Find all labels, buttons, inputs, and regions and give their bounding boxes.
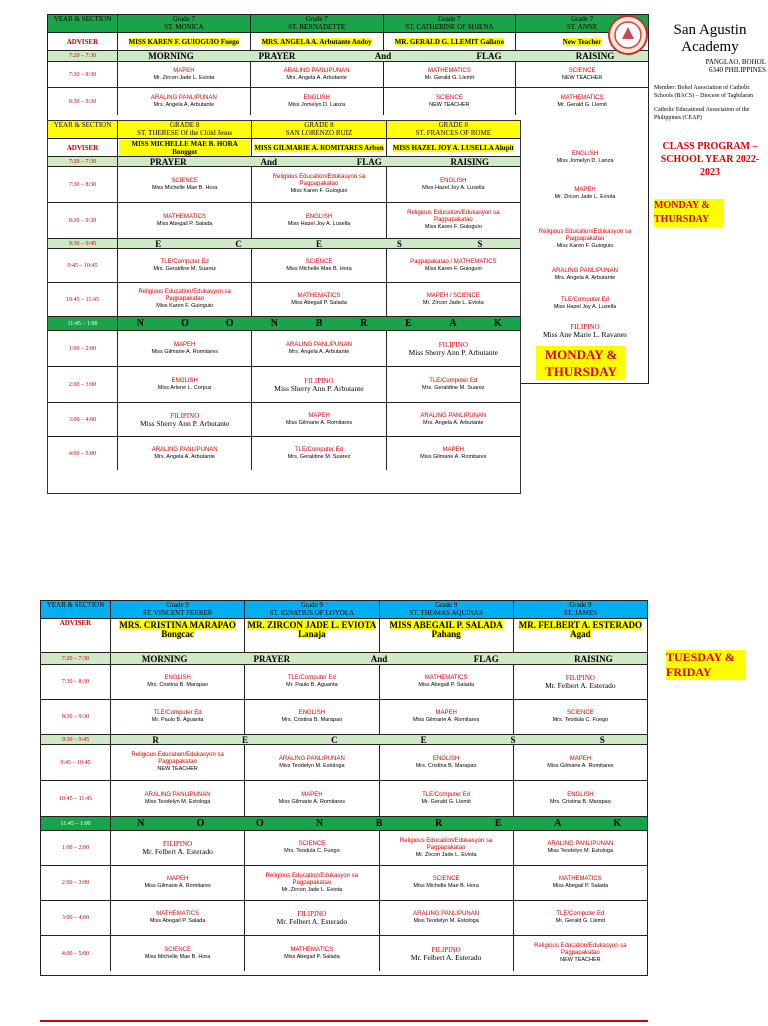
schedule-cell: ENGLISH Mrs. Cristina B. Marapao (549, 791, 611, 805)
school-info (654, 22, 766, 227)
table-row (48, 366, 520, 402)
schedule-cell: Religious Education/Edukasyon sa Pagpapakatao Mr. Zircon Jade L. Eviota (380, 831, 514, 865)
adviser-cell: MRS. ANGELA A. Arbutante Andoy (251, 33, 384, 50)
schedule-cell: MATHEMATICS Miss Abegail P. Salada (552, 876, 609, 889)
schedule-cell: ARALING PANLIPUNAN Miss Teodelyn M. Estologa (380, 901, 514, 935)
table-row (41, 830, 647, 865)
grade9-schedule-table (40, 600, 648, 976)
schedule-cell: MAPEH Miss Gilmarie A. Romitares (245, 781, 379, 816)
section-header: Grade 9 ST. VINCENT FERRER (111, 601, 245, 618)
schedule-cell: ENGLISH Miss Arlene L. Corpuz (118, 367, 252, 402)
table-row (48, 202, 520, 238)
time-cell: 2:00 – 3:00 (41, 866, 111, 900)
time-cell: 7:20 – 7:30 (41, 653, 111, 664)
time-cell: 8:30 – 9:30 (48, 88, 118, 115)
schedule-cell: ARALING PANLIPUNAN Miss Teodelyn M. Estologa (547, 841, 614, 854)
section-header: GRADE 8 ST. FRANCES OF ROME (415, 121, 491, 137)
adviser-row (48, 32, 648, 50)
schedule-cell: ARALING PANLIPUNAN Mrs. Angela A. Arbutante (552, 268, 618, 281)
grade9-header-row (41, 601, 647, 618)
time-cell: 9:45 – 10:45 (48, 249, 118, 282)
noon-break-row (48, 316, 520, 330)
schedule-cell: ARALING PANLIPUNAN Mrs. Angela A. Arbutante (118, 437, 252, 470)
table-row (48, 61, 648, 87)
grade8-schedule-table (47, 120, 521, 494)
adviser-cell: MISS HAZEL JOY A. LUSELLA Alupit (392, 143, 514, 152)
time-cell: 3:00 – 4:00 (48, 403, 118, 436)
membership-note-2: Catholic Educational Association of the Philippines (CEAP) (654, 107, 750, 121)
noon-break-band: N O O N B R E A K (137, 818, 622, 829)
membership-note: Member: Bohol Association of Catholic Schools (BACS) – Diocese of Tagbilaran (654, 85, 753, 99)
grade7-header-row (48, 15, 648, 32)
recess-band: R E C E S S (152, 734, 605, 745)
flag-raising-row (48, 50, 648, 61)
adviser-cell: MR. FELBERT A. ESTERADO Agad (518, 620, 643, 639)
schedule-days-label: MONDAY & THURSDAY (654, 199, 724, 227)
schedule-cell: MAPEH Mr. Zircon Jade L. Eviota (554, 187, 616, 200)
schedule-cell: ENGLISH Miss Jomelyn D. Lanza (251, 88, 384, 115)
time-cell: 9:30 – 9:45 (48, 239, 118, 248)
table-row (48, 402, 520, 436)
schedule-cell: Pagpapakatao / MATHEMATICS Miss Karen F. Guioguio (410, 258, 497, 272)
time-cell: 8:30 – 9:30 (41, 700, 111, 734)
schedule-cell: TLE/Computer Ed Mr. Paulo B. Aguanta (245, 665, 379, 699)
adviser-label: ADVISER (41, 619, 111, 652)
schedule-cell: TLE/Computer Ed Mrs. Geraldine M. Suarez (118, 249, 252, 282)
grade8-header-row (48, 121, 520, 138)
adviser-cell: MRS. CRISTINA MARAPAO Bongcac (111, 619, 245, 652)
school-seal-logo (608, 15, 648, 55)
school-name: San Agustin (673, 22, 747, 38)
schedule-cell: ENGLISH Mrs. Cristina B. Marapao (111, 665, 245, 699)
table-row (48, 248, 520, 282)
section-header: GRADE 8 ST. THERESE Of the Child Jesus (118, 121, 252, 138)
schedule-cell: ARALING PANLIPUNAN Miss Teodelyn M. Estologa (245, 745, 379, 780)
schedule-cell: SCIENCE NEW TEACHER (384, 88, 517, 115)
adviser-cell: MISS GILMARIE A. ROMITARES Arbon (252, 139, 386, 156)
schedule-cell: MAPEH / SCIENCE Mr. Zircon Jade L. Eviota (422, 292, 484, 306)
section-header: Grade 9 ST. THOMAS AQUINAS (380, 601, 514, 618)
schedule-cell: Religious Education/Edukasyon sa Pagpapakatao Miss Karen F. Guioguio (252, 167, 386, 202)
schedule-cell: MAPEH Miss Gilmarie A. Romitares (111, 866, 245, 900)
time-cell: 4:00 – 5:00 (41, 936, 111, 971)
recess-row (41, 734, 647, 744)
time-cell: 3:00 – 4:00 (41, 901, 111, 935)
schedule-cell: Religious Education/Edukasyon sa Pagpapakatao NEW TEACHER (534, 943, 627, 963)
time-cell: 4:00 – 5:00 (48, 437, 118, 470)
schedule-cell: ARALING PANLIPUNAN Mrs. Angela A. Arbutante (251, 62, 384, 87)
time-cell: 7:30 – 8:30 (48, 167, 118, 202)
adviser-cell: New Teacher (562, 37, 602, 46)
schedule-cell: MATHEMATICS Miss Abegail P. Salada (111, 901, 245, 935)
noon-break-row (41, 816, 647, 830)
time-cell: 1:00 – 2:00 (48, 331, 118, 366)
section-header: Grade 7 ST. MONICA (118, 15, 251, 32)
schedule-cell: SCIENCE NEW TEACHER (561, 67, 603, 81)
schedule-cell: SCIENCE Miss Michelle Mae B. Hora (111, 936, 245, 971)
flag-raising-band: MORNING PRAYER And FLAG RAISING (141, 653, 613, 664)
table-row (41, 900, 647, 935)
table-row (41, 699, 647, 734)
school-address: PANGLAO, BOHOL (705, 58, 766, 66)
schedule-cell: MATHEMATICS Miss Abegail P. Salada (252, 283, 386, 316)
class-program-title: CLASS PROGRAM – SCHOOL YEAR 2022- 2023 (660, 141, 760, 178)
schedule-cell: FILIPINO Miss Sherry Ann P. Arbutante (118, 403, 252, 436)
time-cell: 10:45 – 11:45 (41, 781, 111, 816)
schedule-cell: ARALING PANLIPUNAN Mrs. Angela A. Arbutante (420, 412, 487, 426)
year-section-label: YEAR & SECTION (41, 601, 111, 618)
next-table-top-edge (40, 1020, 648, 1026)
schedule-cell: SCIENCE Miss Michelle Mae B. Hora (252, 249, 386, 282)
flag-raising-row (41, 652, 647, 664)
school-name-line2: Academy (681, 39, 739, 55)
schedule-cell: TLE/Computer Ed Miss Hazel Joy A. Lusella (553, 297, 617, 310)
time-cell: 1:00 – 2:00 (41, 831, 111, 865)
adviser-cell: MISS KAREN F. GUIOGUIO Fuego (118, 33, 251, 50)
year-section-label: YEAR & SECTION (48, 15, 118, 32)
tuesday-friday-label: TUESDAY & FRIDAY (666, 650, 746, 680)
schedule-cell: TLE/Computer Ed Mr. Gerald G. Llemit (380, 781, 514, 816)
schedule-cell: TLE/Computer Ed Mr. Gerald G. Llemit (555, 911, 605, 924)
schedule-cell: FILIPINO Miss Ane Marie L. Ravanes (543, 323, 627, 339)
adviser-row (41, 618, 647, 652)
schedule-cell: Religious Education/Edukasyon sa Pagpapakatao NEW TEACHER (111, 745, 245, 780)
table-row (41, 744, 647, 780)
schedule-cell: SCIENCE Miss Michelle Mae B. Hora (118, 167, 252, 202)
schedule-cell: MATHEMATICS Miss Abegail P. Salada (380, 665, 514, 699)
school-address-line2: 6340 PHILIPPINES (709, 66, 766, 74)
table-row (41, 935, 647, 971)
section-header: Grade 7 ST. BERNADETTE (251, 15, 384, 32)
adviser-label: ADVISER (48, 139, 118, 156)
schedule-cell: Religious Education/Edukasyon sa Pagpapakatao Mr. Zircon Jade L. Eviota (245, 866, 379, 900)
time-cell: 8:30 – 9:30 (48, 203, 118, 238)
table-row (41, 780, 647, 816)
schedule-cell: MAPEH Miss Gilmarie A. Romitares (118, 331, 252, 366)
schedule-cell: FILIPINO Mr. Felbert A. Esterado (545, 674, 616, 690)
adviser-cell: MISS ABEGAIL P. SALADA Pahang (380, 619, 514, 652)
noon-break-band: N O O N B R E A K (136, 318, 502, 329)
schedule-cell: ENGLISH Miss Hazel Joy A. Lusella (422, 177, 485, 191)
adviser-cell: MISS MICHELLE MAE B. HORA Bonggot (118, 139, 252, 156)
schedule-cell: ENGLISH Mrs. Cristina B. Marapao (380, 745, 514, 780)
time-cell: 9:30 – 9:45 (41, 735, 111, 744)
table-row (41, 664, 647, 699)
schedule-cell: ENGLISH Miss Jomelyn D. Lanza (556, 151, 614, 164)
schedule-cell: FILIPINO Miss Sherry Ann P. Arbutante (252, 367, 386, 402)
table-row (48, 87, 648, 115)
schedule-cell: SCIENCE Mrs. Teodula C. Fuego (552, 710, 609, 723)
schedule-cell: MAPEH Mr. Zircon Jade L. Eviota (118, 62, 251, 87)
year-section-label: YEAR & SECTION (48, 121, 118, 138)
time-cell: 7:20 – 7:30 (48, 51, 118, 61)
table-row (48, 282, 520, 316)
time-cell: 9:45 – 10:45 (41, 745, 111, 780)
schedule-cell: ARALING PANLIPUNAN Mrs. Angela A. Arbutante (252, 331, 386, 366)
schedule-cell: SCIENCE Mrs. Teodula C. Fuego (245, 831, 379, 865)
adviser-cell: MR. GERALD G. LLEMIT Gallano (384, 33, 517, 50)
time-cell: 7:20 – 7:30 (48, 157, 118, 166)
section-header: Grade 7 ST. ANNE (567, 15, 598, 31)
recess-band: E C E S S (155, 238, 483, 249)
table-row (48, 330, 520, 366)
schedule-cell: ENGLISH Miss Hazel Joy A. Lusella (252, 203, 386, 238)
table-row (48, 436, 520, 470)
schedule-cell: ARALING PANLIPUNAN Mrs. Angela A. Arbutante (118, 88, 251, 115)
flag-raising-band: PRAYER And FLAG RAISING (149, 156, 489, 167)
time-cell: 7:30 – 8:30 (41, 665, 111, 699)
grade7-st-anne-column (521, 140, 649, 344)
schedule-cell: TLE/Computer Ed Mrs. Geraldine M. Suarez (252, 437, 386, 470)
schedule-cell: FILIPINO Mr. Felbert A. Esterado (111, 831, 245, 865)
section-header: Grade 9 ST. JAMES (563, 601, 598, 617)
schedule-cell: MATHEMATICS Miss Abegail P. Salada (245, 936, 379, 971)
schedule-cell: TLE/Computer Ed Mrs. Geraldine M. Suarez (421, 377, 485, 391)
schedule-cell: MATHEMATICS Mr. Gerald G. Llemit (557, 94, 607, 108)
schedule-cell: ARALING PANLIPUNAN Miss Teodelyn M. Estologa (111, 781, 245, 816)
schedule-cell: FILIPINO Mr. Felbert A. Esterado (245, 901, 379, 935)
flag-raising-row (48, 156, 520, 166)
adviser-cell: MR. ZIRCON JADE L. EVIOTA Lanaja (245, 619, 379, 652)
recess-row (48, 238, 520, 248)
section-header: Grade 7 ST. CATHERINE OF SHIENA (384, 15, 517, 32)
schedule-cell: ENGLISH Mrs. Cristina B. Marapao (245, 700, 379, 734)
time-cell: 2:00 – 3:00 (48, 367, 118, 402)
schedule-cell: Religious Education/Edukasyon sa Pagpapakatao Miss Karen F. Guioguio (407, 210, 500, 230)
schedule-cell: SCIENCE Miss Michelle Mae B. Hora (380, 866, 514, 900)
schedule-cell: MAPEH Miss Gilmarie A. Romitares (252, 403, 386, 436)
monday-thursday-stamp: MONDAY & THURSDAY (536, 346, 626, 380)
schedule-cell: MATHEMATICS Mr. Gerald G. Llemit (384, 62, 517, 87)
flag-raising-band: MORNING PRAYER And FLAG RAISING (148, 51, 615, 61)
adviser-row (48, 138, 520, 156)
table-row (41, 865, 647, 900)
schedule-cell: FILIPINO Mr. Felbert A. Esterado (380, 936, 514, 971)
schedule-cell: MAPEH Miss Gilmarie A. Romitares (420, 446, 487, 460)
time-cell: 11:45 – 1:00 (41, 817, 111, 830)
schedule-cell: MATHEMATICS Miss Abegail P. Salada (118, 203, 252, 238)
adviser-label: ADVISER (48, 33, 118, 50)
schedule-cell: MAPEH Miss Gilmarie A. Romitares (547, 755, 614, 769)
schedule-cell: Religious Education/Edukasyon sa Pagpapakatao Miss Karen F. Guioguio (538, 228, 632, 249)
schedule-cell: FILIPINO Miss Sherry Ann P. Arbutante (408, 340, 499, 357)
schedule-cell: Religious Education/Edukasyon sa Pagpapakatao Miss Karen F. Guioguio (118, 283, 252, 316)
section-header: Grade 9 ST. IGNATIUS OF LOYOLA (245, 601, 379, 618)
time-cell: 11:45 – 1:00 (48, 317, 118, 330)
schedule-cell: MAPEH Miss Gilmarie A. Romitares (380, 700, 514, 734)
table-row (48, 166, 520, 202)
schedule-cell: TLE/Computer Ed Mr. Paulo B. Aguanta (111, 700, 245, 734)
section-header: GRADE 8 SAN LORENZO RUIZ (252, 121, 386, 138)
time-cell: 7:30 – 8:30 (48, 62, 118, 87)
time-cell: 10:45 – 11:45 (48, 283, 118, 316)
